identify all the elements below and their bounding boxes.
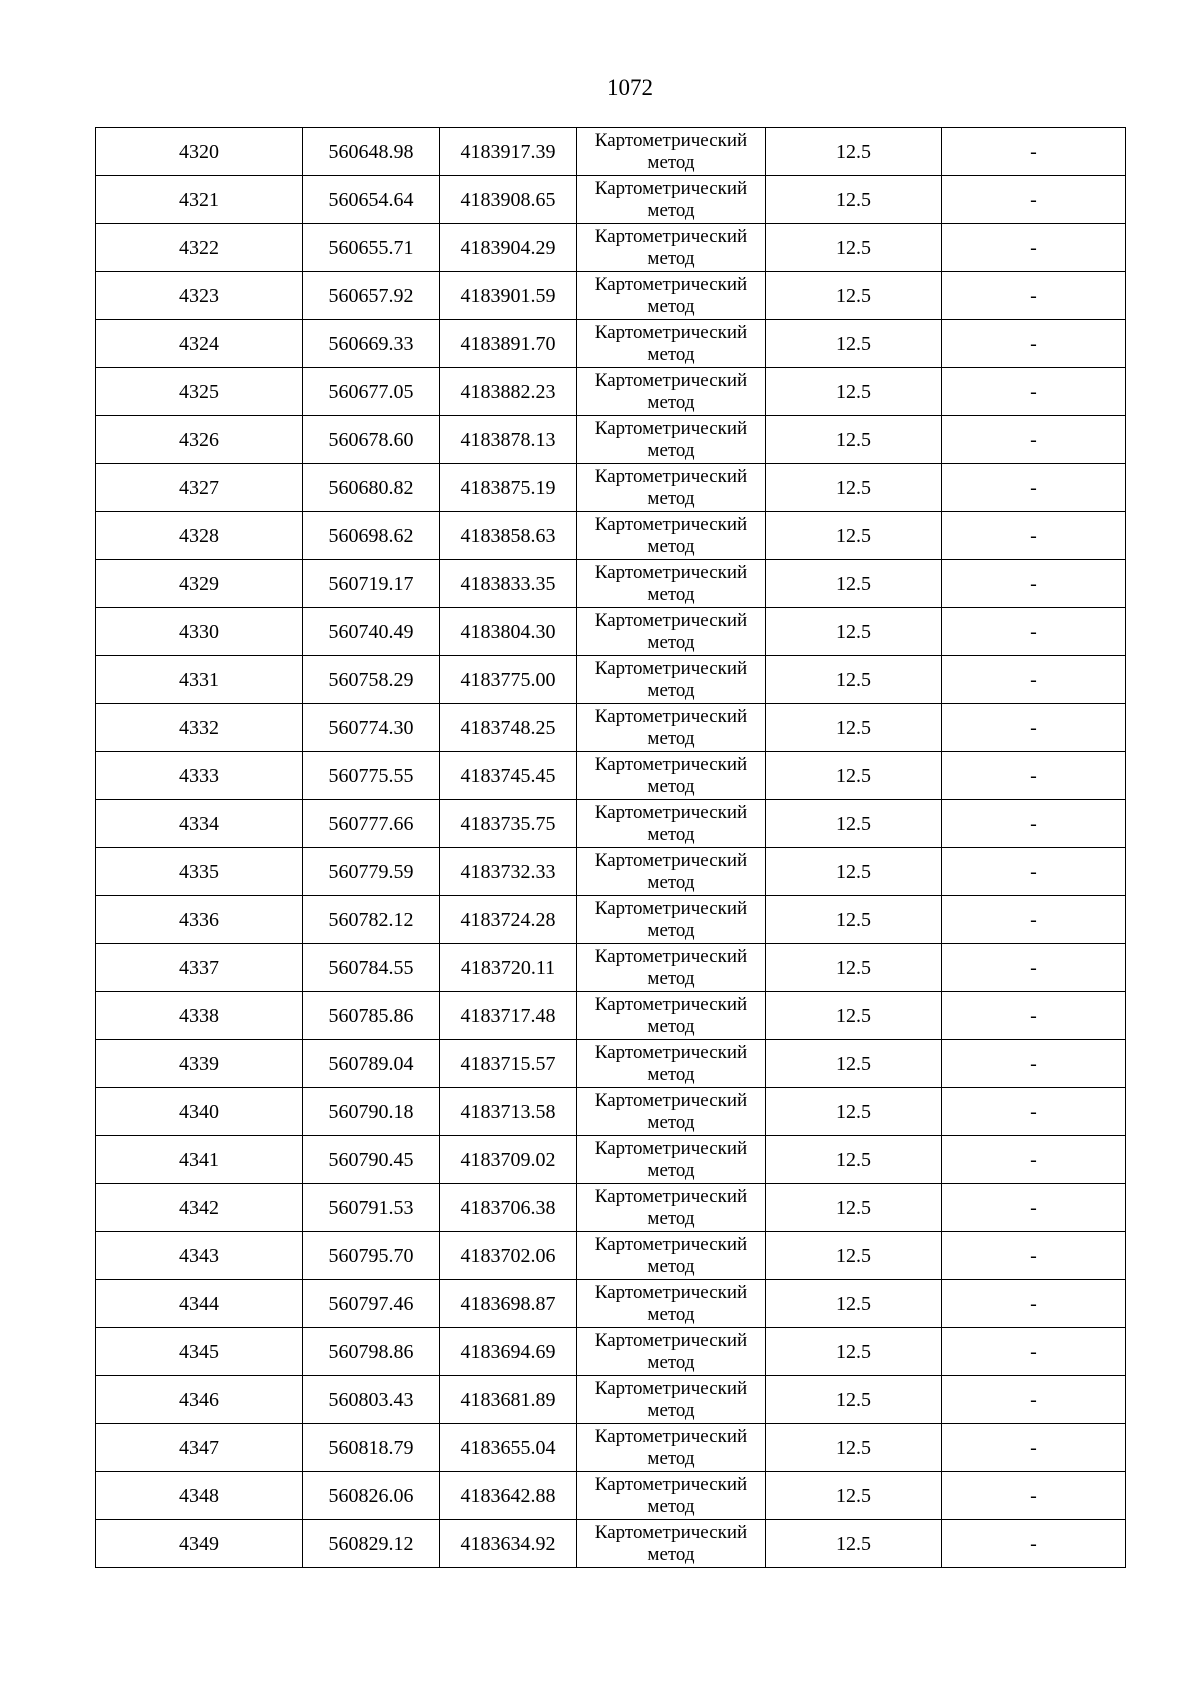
y-coordinate-cell: 4183715.57 [440,1040,577,1088]
x-coordinate-cell: 560784.55 [303,944,440,992]
y-coordinate-cell: 4183748.25 [440,704,577,752]
point-number-cell: 4336 [96,896,303,944]
method-line-1: Картометрический [594,1185,748,1207]
table-row [96,224,1126,272]
point-number-cell: 4339 [96,1040,303,1088]
point-number-cell: 4341 [96,1136,303,1184]
point-number-cell: 4346 [96,1376,303,1424]
description-cell: - [942,1280,1126,1328]
x-coordinate-cell: 560785.86 [303,992,440,1040]
accuracy-cell: 12.5 [766,560,942,608]
method-line-2: метод [647,199,695,221]
x-coordinate-cell: 560818.79 [303,1424,440,1472]
method-cell [577,224,766,272]
method-line-2: метод [647,1447,695,1469]
table-row [96,656,1126,704]
y-coordinate-cell: 4183904.29 [440,224,577,272]
table-row [96,416,1126,464]
y-coordinate-cell: 4183724.28 [440,896,577,944]
method-line-1: Картометрический [594,753,748,775]
accuracy-cell: 12.5 [766,1328,942,1376]
accuracy-cell: 12.5 [766,1232,942,1280]
y-coordinate-cell: 4183681.89 [440,1376,577,1424]
method-line-2: метод [647,1207,695,1229]
x-coordinate-cell: 560797.46 [303,1280,440,1328]
method-cell [577,512,766,560]
point-number-cell: 4322 [96,224,303,272]
method-line-1: Картометрический [594,225,748,247]
x-coordinate-cell: 560829.12 [303,1520,440,1568]
y-coordinate-cell: 4183775.00 [440,656,577,704]
description-cell: - [942,1040,1126,1088]
method-line-1: Картометрический [594,1521,748,1543]
method-line-1: Картометрический [594,1233,748,1255]
method-cell [577,320,766,368]
accuracy-cell: 12.5 [766,992,942,1040]
x-coordinate-cell: 560790.18 [303,1088,440,1136]
table-row [96,848,1126,896]
method-line-2: метод [647,1255,695,1277]
x-coordinate-cell: 560803.43 [303,1376,440,1424]
method-line-2: метод [647,439,695,461]
point-number-cell: 4331 [96,656,303,704]
accuracy-cell: 12.5 [766,848,942,896]
y-coordinate-cell: 4183702.06 [440,1232,577,1280]
method-line-2: метод [647,535,695,557]
method-line-1: Картометрический [594,1473,748,1495]
accuracy-cell: 12.5 [766,1520,942,1568]
method-line-2: метод [647,1399,695,1421]
accuracy-cell: 12.5 [766,656,942,704]
method-line-2: метод [647,487,695,509]
method-cell [577,608,766,656]
method-cell [577,272,766,320]
description-cell: - [942,560,1126,608]
y-coordinate-cell: 4183804.30 [440,608,577,656]
method-line-2: метод [647,151,695,173]
point-number-cell: 4349 [96,1520,303,1568]
accuracy-cell: 12.5 [766,1040,942,1088]
table-row [96,128,1126,176]
description-cell: - [942,1376,1126,1424]
accuracy-cell: 12.5 [766,1424,942,1472]
method-cell [577,176,766,224]
y-coordinate-cell: 4183745.45 [440,752,577,800]
table-row [96,368,1126,416]
method-line-1: Картометрический [594,657,748,679]
method-line-2: метод [647,1351,695,1373]
x-coordinate-cell: 560698.62 [303,512,440,560]
x-coordinate-cell: 560680.82 [303,464,440,512]
x-coordinate-cell: 560655.71 [303,224,440,272]
method-line-1: Картометрический [594,321,748,343]
method-cell [577,1232,766,1280]
description-cell: - [942,1424,1126,1472]
x-coordinate-cell: 560677.05 [303,368,440,416]
method-line-2: метод [647,295,695,317]
method-line-2: метод [647,727,695,749]
method-line-2: метод [647,1063,695,1085]
coordinates-table-body [96,128,1126,1568]
coordinates-table [95,127,1126,1568]
method-line-2: метод [647,967,695,989]
method-line-1: Картометрический [594,273,748,295]
table-row [96,1136,1126,1184]
description-cell: - [942,944,1126,992]
method-cell [577,560,766,608]
y-coordinate-cell: 4183735.75 [440,800,577,848]
accuracy-cell: 12.5 [766,512,942,560]
description-cell: - [942,512,1126,560]
method-line-1: Картометрический [594,177,748,199]
method-line-1: Картометрический [594,1377,748,1399]
table-row [96,272,1126,320]
method-line-2: метод [647,1495,695,1517]
x-coordinate-cell: 560678.60 [303,416,440,464]
y-coordinate-cell: 4183917.39 [440,128,577,176]
point-number-cell: 4347 [96,1424,303,1472]
description-cell: - [942,800,1126,848]
method-cell [577,368,766,416]
x-coordinate-cell: 560657.92 [303,272,440,320]
method-line-2: метод [647,823,695,845]
y-coordinate-cell: 4183655.04 [440,1424,577,1472]
description-cell: - [942,1328,1126,1376]
method-line-2: метод [647,1543,695,1565]
point-number-cell: 4333 [96,752,303,800]
method-cell [577,992,766,1040]
method-cell [577,464,766,512]
x-coordinate-cell: 560669.33 [303,320,440,368]
method-line-1: Картометрический [594,1281,748,1303]
method-line-2: метод [647,583,695,605]
method-cell [577,1472,766,1520]
x-coordinate-cell: 560758.29 [303,656,440,704]
method-line-2: метод [647,871,695,893]
description-cell: - [942,224,1126,272]
point-number-cell: 4327 [96,464,303,512]
x-coordinate-cell: 560779.59 [303,848,440,896]
table-row [96,896,1126,944]
y-coordinate-cell: 4183698.87 [440,1280,577,1328]
point-number-cell: 4328 [96,512,303,560]
method-line-2: метод [647,1015,695,1037]
method-cell [577,1280,766,1328]
accuracy-cell: 12.5 [766,368,942,416]
method-line-1: Картометрический [594,801,748,823]
accuracy-cell: 12.5 [766,464,942,512]
point-number-cell: 4321 [96,176,303,224]
y-coordinate-cell: 4183732.33 [440,848,577,896]
description-cell: - [942,320,1126,368]
y-coordinate-cell: 4183720.11 [440,944,577,992]
table-row [96,1520,1126,1568]
description-cell: - [942,464,1126,512]
description-cell: - [942,704,1126,752]
y-coordinate-cell: 4183717.48 [440,992,577,1040]
table-row [96,1424,1126,1472]
y-coordinate-cell: 4183642.88 [440,1472,577,1520]
table-row [96,1328,1126,1376]
method-line-2: метод [647,679,695,701]
method-cell [577,416,766,464]
y-coordinate-cell: 4183875.19 [440,464,577,512]
description-cell: - [942,272,1126,320]
y-coordinate-cell: 4183891.70 [440,320,577,368]
method-cell [577,128,766,176]
point-number-cell: 4324 [96,320,303,368]
table-row [96,1280,1126,1328]
method-cell [577,1520,766,1568]
y-coordinate-cell: 4183858.63 [440,512,577,560]
description-cell: - [942,1136,1126,1184]
method-line-1: Картометрический [594,609,748,631]
x-coordinate-cell: 560654.64 [303,176,440,224]
x-coordinate-cell: 560782.12 [303,896,440,944]
x-coordinate-cell: 560826.06 [303,1472,440,1520]
accuracy-cell: 12.5 [766,752,942,800]
point-number-cell: 4338 [96,992,303,1040]
method-cell [577,752,766,800]
y-coordinate-cell: 4183709.02 [440,1136,577,1184]
point-number-cell: 4340 [96,1088,303,1136]
method-cell [577,800,766,848]
description-cell: - [942,416,1126,464]
accuracy-cell: 12.5 [766,1376,942,1424]
accuracy-cell: 12.5 [766,800,942,848]
x-coordinate-cell: 560790.45 [303,1136,440,1184]
method-line-1: Картометрический [594,897,748,919]
method-line-2: метод [647,247,695,269]
description-cell: - [942,608,1126,656]
method-cell [577,656,766,704]
description-cell: - [942,128,1126,176]
y-coordinate-cell: 4183634.92 [440,1520,577,1568]
accuracy-cell: 12.5 [766,896,942,944]
table-row [96,176,1126,224]
method-line-1: Картометрический [594,465,748,487]
method-cell [577,896,766,944]
accuracy-cell: 12.5 [766,704,942,752]
method-line-2: метод [647,343,695,365]
method-line-2: метод [647,391,695,413]
point-number-cell: 4337 [96,944,303,992]
method-cell [577,1040,766,1088]
description-cell: - [942,176,1126,224]
description-cell: - [942,848,1126,896]
x-coordinate-cell: 560774.30 [303,704,440,752]
method-cell [577,1424,766,1472]
y-coordinate-cell: 4183908.65 [440,176,577,224]
y-coordinate-cell: 4183901.59 [440,272,577,320]
method-cell [577,1184,766,1232]
table-row [96,464,1126,512]
table-row [96,608,1126,656]
table-row [96,560,1126,608]
point-number-cell: 4348 [96,1472,303,1520]
table-row [96,992,1126,1040]
accuracy-cell: 12.5 [766,272,942,320]
method-line-2: метод [647,631,695,653]
accuracy-cell: 12.5 [766,1088,942,1136]
method-line-2: метод [647,1159,695,1181]
method-line-1: Картометрический [594,1041,748,1063]
description-cell: - [942,752,1126,800]
point-number-cell: 4330 [96,608,303,656]
point-number-cell: 4329 [96,560,303,608]
method-cell [577,1328,766,1376]
accuracy-cell: 12.5 [766,320,942,368]
method-line-1: Картометрический [594,1425,748,1447]
table-row [96,1232,1126,1280]
accuracy-cell: 12.5 [766,1136,942,1184]
table-row [96,1472,1126,1520]
description-cell: - [942,1472,1126,1520]
x-coordinate-cell: 560777.66 [303,800,440,848]
method-line-1: Картометрический [594,561,748,583]
method-line-1: Картометрический [594,993,748,1015]
accuracy-cell: 12.5 [766,176,942,224]
table-row [96,1088,1126,1136]
point-number-cell: 4325 [96,368,303,416]
description-cell: - [942,656,1126,704]
x-coordinate-cell: 560789.04 [303,1040,440,1088]
method-line-1: Картометрический [594,369,748,391]
x-coordinate-cell: 560795.70 [303,1232,440,1280]
method-line-2: метод [647,1111,695,1133]
accuracy-cell: 12.5 [766,608,942,656]
method-line-1: Картометрический [594,849,748,871]
method-line-2: метод [647,775,695,797]
x-coordinate-cell: 560740.49 [303,608,440,656]
table-row [96,944,1126,992]
method-cell [577,704,766,752]
accuracy-cell: 12.5 [766,1472,942,1520]
y-coordinate-cell: 4183833.35 [440,560,577,608]
x-coordinate-cell: 560719.17 [303,560,440,608]
table-row [96,512,1126,560]
point-number-cell: 4344 [96,1280,303,1328]
method-line-1: Картометрический [594,1089,748,1111]
point-number-cell: 4342 [96,1184,303,1232]
method-line-2: метод [647,1303,695,1325]
table-row [96,800,1126,848]
x-coordinate-cell: 560798.86 [303,1328,440,1376]
y-coordinate-cell: 4183878.13 [440,416,577,464]
description-cell: - [942,1088,1126,1136]
accuracy-cell: 12.5 [766,1184,942,1232]
y-coordinate-cell: 4183713.58 [440,1088,577,1136]
accuracy-cell: 12.5 [766,224,942,272]
description-cell: - [942,896,1126,944]
description-cell: - [942,1520,1126,1568]
accuracy-cell: 12.5 [766,416,942,464]
method-line-1: Картометрический [594,417,748,439]
x-coordinate-cell: 560775.55 [303,752,440,800]
x-coordinate-cell: 560648.98 [303,128,440,176]
table-row [96,752,1126,800]
description-cell: - [942,992,1126,1040]
method-cell [577,944,766,992]
point-number-cell: 4320 [96,128,303,176]
x-coordinate-cell: 560791.53 [303,1184,440,1232]
method-line-1: Картометрический [594,1137,748,1159]
method-line-1: Картометрический [594,705,748,727]
method-cell [577,1088,766,1136]
method-cell [577,1136,766,1184]
point-number-cell: 4326 [96,416,303,464]
y-coordinate-cell: 4183694.69 [440,1328,577,1376]
page-number: 1072 [607,75,653,100]
y-coordinate-cell: 4183882.23 [440,368,577,416]
table-row [96,704,1126,752]
method-cell [577,848,766,896]
table-row [96,1376,1126,1424]
method-cell [577,1376,766,1424]
method-line-1: Картометрический [594,513,748,535]
accuracy-cell: 12.5 [766,128,942,176]
method-line-1: Картометрический [594,1329,748,1351]
table-row [96,1040,1126,1088]
description-cell: - [942,1184,1126,1232]
method-line-1: Картометрический [594,129,748,151]
point-number-cell: 4332 [96,704,303,752]
method-line-1: Картометрический [594,945,748,967]
point-number-cell: 4335 [96,848,303,896]
point-number-cell: 4345 [96,1328,303,1376]
point-number-cell: 4334 [96,800,303,848]
table-row [96,1184,1126,1232]
y-coordinate-cell: 4183706.38 [440,1184,577,1232]
description-cell: - [942,1232,1126,1280]
point-number-cell: 4323 [96,272,303,320]
accuracy-cell: 12.5 [766,1280,942,1328]
method-line-2: метод [647,919,695,941]
table-row [96,320,1126,368]
description-cell: - [942,368,1126,416]
point-number-cell: 4343 [96,1232,303,1280]
accuracy-cell: 12.5 [766,944,942,992]
